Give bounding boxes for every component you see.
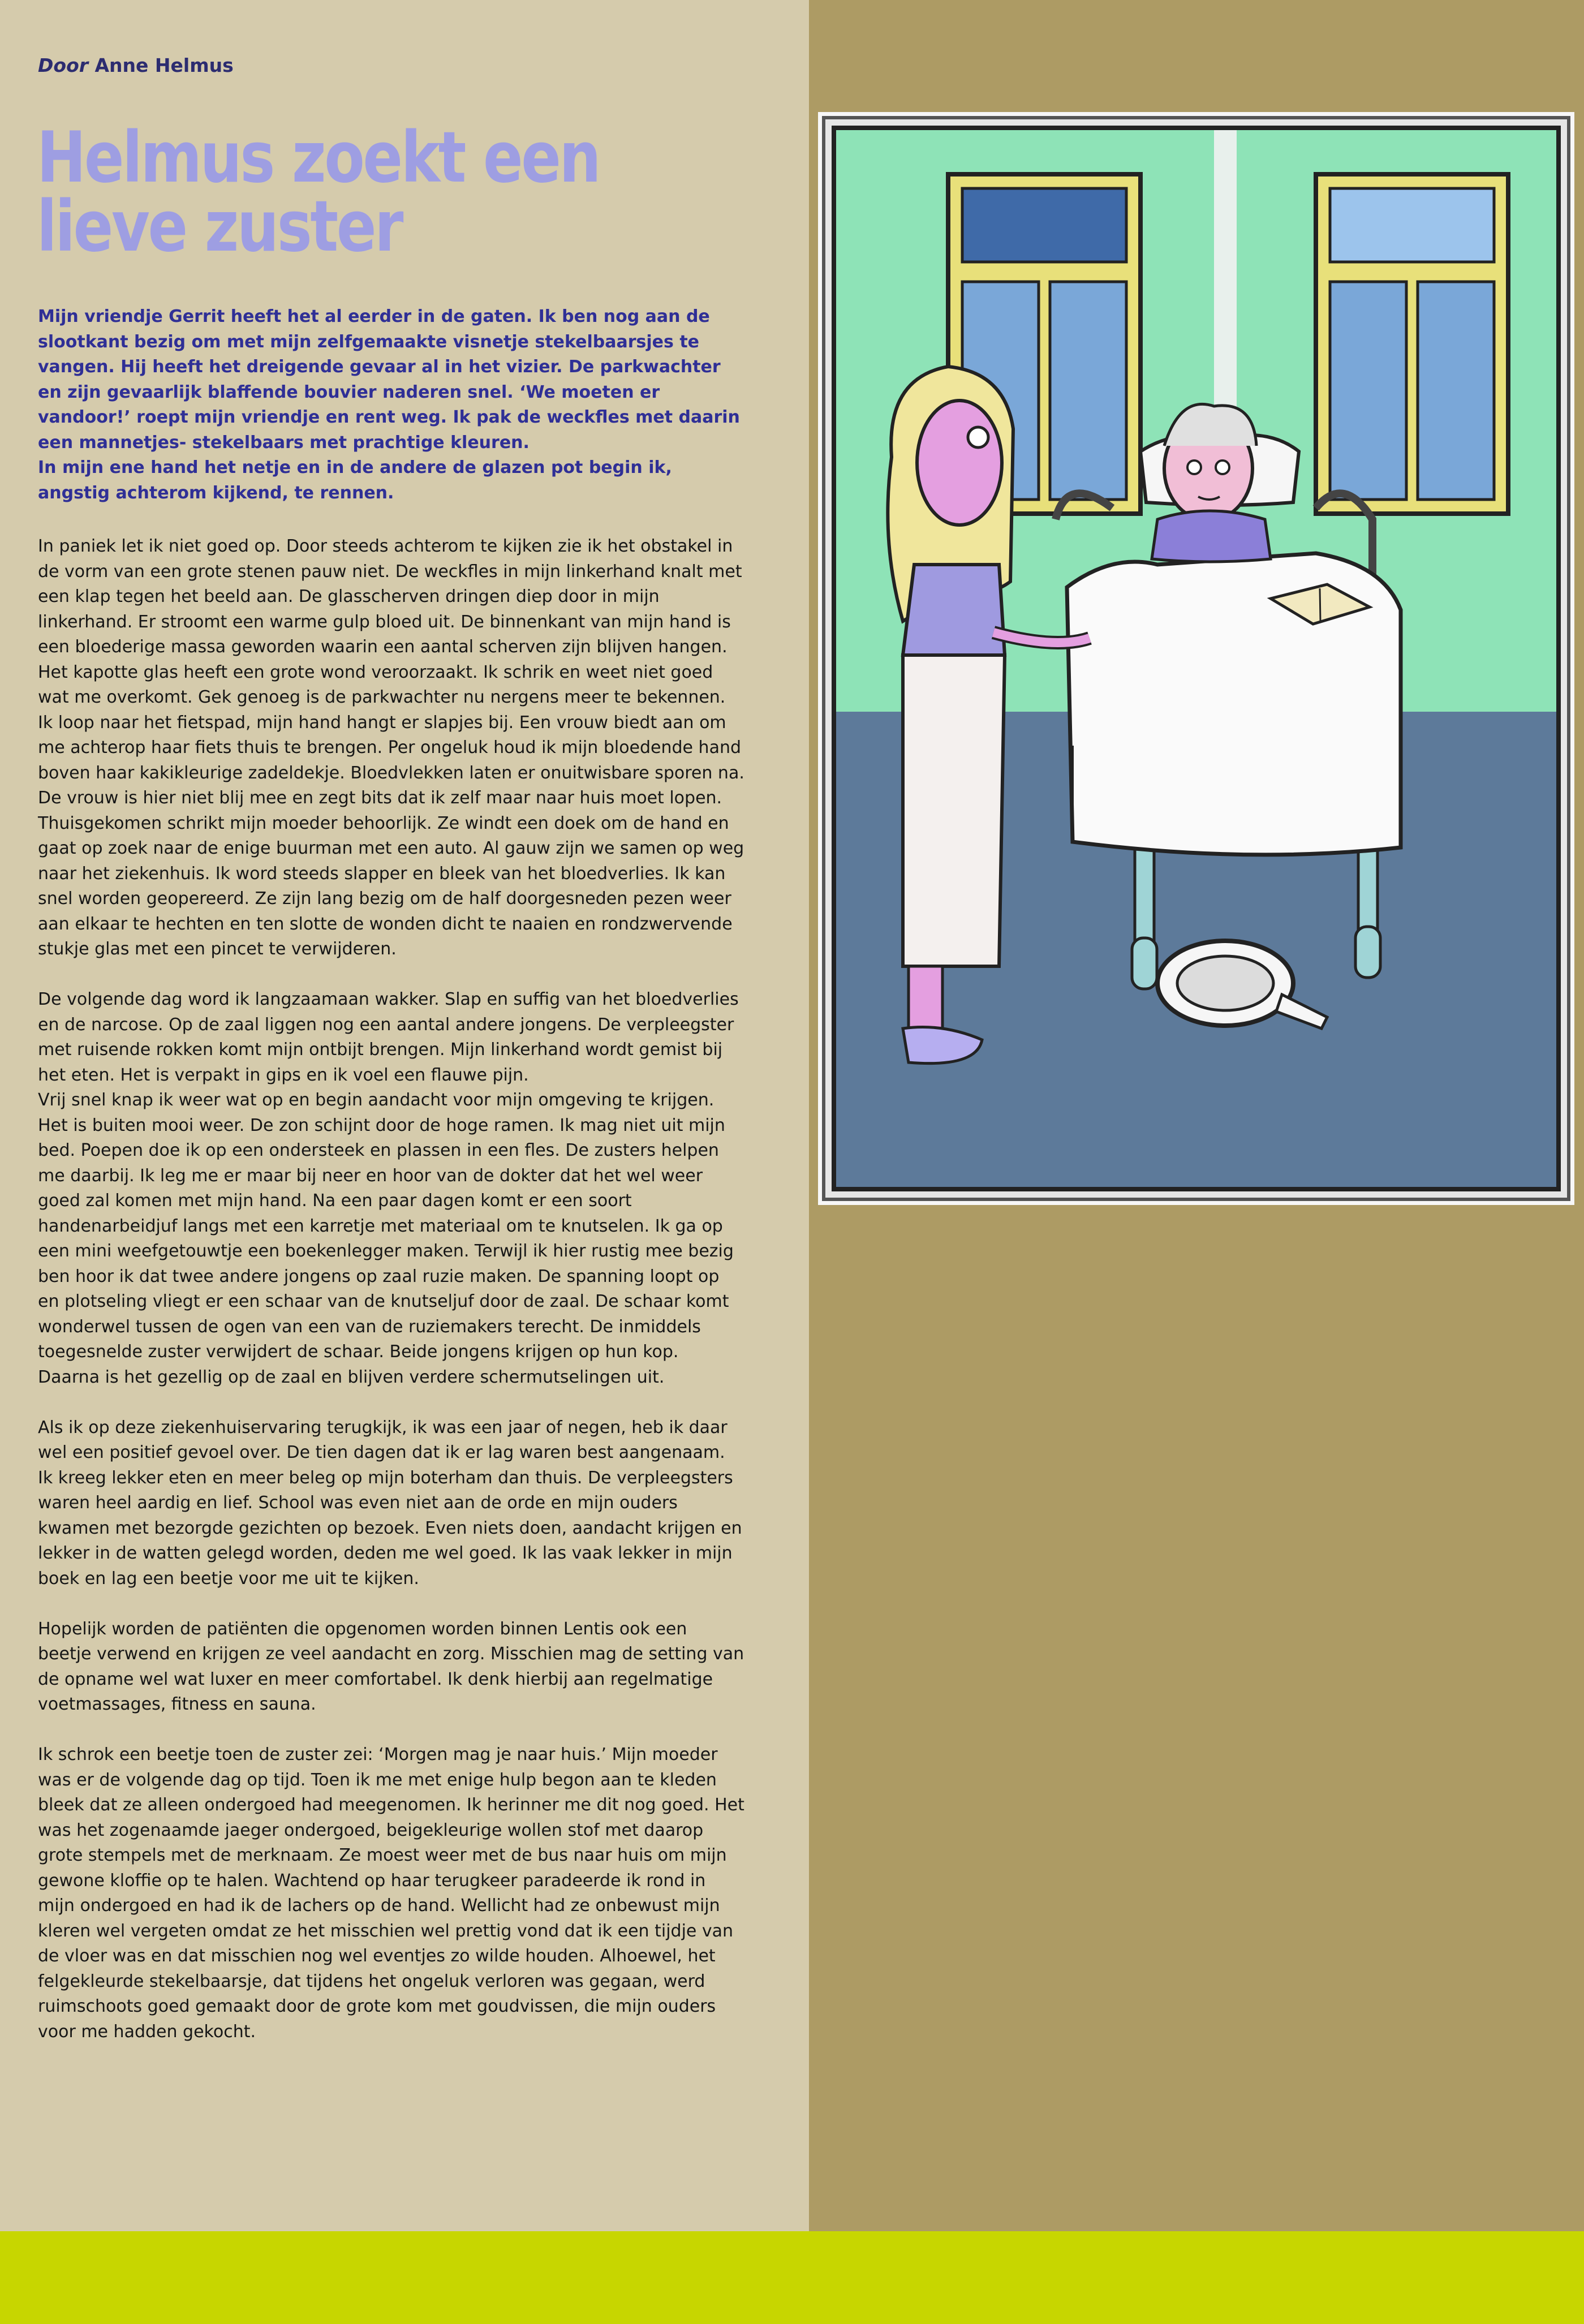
hospital-illustration xyxy=(818,112,1574,1205)
hospital-scene-drawing xyxy=(818,112,1574,1205)
body-paragraph: Als ik op deze ziekenhuiservaring terugkijk, ik was een jaar of negen, heb ik daar wel een positief gevoel over. De tien dagen dat ik er lag waren best aangenaam. Ik kreeg lekker eten en meer beleg op mijn boterham dan thuis. De verpleegsters waren heel aardig en lief. School was even niet aan de orde en mijn ouders kwamen met bezorgde gezichten op bezoek. Even niets doen, aandacht krijgen en lekker in de watten gelegd worden, deden me wel goed. Ik las vaak lekker in mijn boek en lag een beetje voor me uit te kijken. xyxy=(38,1417,742,1589)
body-paragraph: In paniek let ik niet goed op. Door steeds achterom te kijken zie ik het obstakel in de vorm van een grote stenen pauw niet. De weckfles in mijn linkerhand knalt met een klap tegen het beeld aan. De glasscherven dringen diep door in mijn linkerhand. Er stroomt een warme gulp bloed uit. De binnenkant van mijn hand is een bloederige massa geworden waarin een aantal scherven zijn blijven hangen. Het kapotte glas heeft een grote wond veroorzaakt. Ik schrik en weet niet goed wat me overkomt. Gek genoeg is de parkwachter nu nergens meer te bekennen. Ik loop naar het fietspad, mijn hand hangt er slapjes bij. Een vrouw biedt aan om me achterop haar fiets thuis te brengen. Per ongeluk houd ik mijn bloedende hand boven haar kakikleurige zadeldekje. Bloedvlekken laten er onuitwisbare sporen na. De vrouw is hier niet blij mee en zegt bits dat ik zelf maar naar huis moet lopen. Thuisgekomen schrikt mijn moeder behoorlijk. Ze windt een doek om de hand en gaat op zoek naar de enige buurman met een auto. Al gauw zijn we samen op weg naar het ziekenhuis. Ik word steeds slapper en bleek van het bloedverlies. Ik kan snel worden geopereerd. Ze zijn lang bezig om de half doorgesneden pezen weer aan elkaar te hechten en ten slotte de wonden dicht te naaien en rondzwervende stukje glas met een pincet te verwijderen. xyxy=(38,536,744,959)
intro-paragraph: In mijn ene hand het netje en in de andere de glazen pot begin ik, angstig achterom kijkend, te rennen. xyxy=(38,458,672,503)
body-paragraph: De volgende dag word ik langzaamaan wakker. Slap en suffig van het bloedverlies en de narcose. Op de zaal liggen nog een aantal andere jongens. De verpleegster met ruisende rokken komt mijn ontbijt brengen. Mijn linkerhand wordt gemist bij het eten. Het is verpakt in gips en ik voel een flauwe pijn. xyxy=(38,989,739,1085)
body-paragraph: Ik schrok een beetje toen de zuster zei: ‘Morgen mag je naar huis.’ Mijn moeder was er de volgende dag op tijd. Toen ik me met enige hulp begon aan te kleden bleek dat ze alleen ondergoed had meegenomen. Ik herinner me dit nog goed. Het was het zogenaamde jaeger ondergoed, beigekleurige wollen stof met daarop grote stempels met de merknaam. Ze moest weer met de bus naar huis om mijn gewone kloffie op te halen. Wachtend op haar terugkeer paradeerde ik rond in mijn ondergoed en had ik de lachers op de hand. Wellicht had ze onbewust mijn kleren wel vergeten omdat ze het misschien wel prettig vond dat ik een tijdje van de vloer was en dat misschien nog wel eventjes zo wilde houden. Alhoewel, het felgekleurde stekelbaarsje, dat tijdens het ongeluk verloren was gegaan, werd ruimschoots goed gemaakt door de grote kom met goudvissen, die mijn ouders voor me hadden gekocht. xyxy=(38,1745,744,2042)
article-body xyxy=(38,534,745,2070)
article-intro xyxy=(38,304,745,506)
body-paragraph: Vrij snel knap ik weer wat op en begin aandacht voor mijn omgeving te krijgen. Het is buiten mooi weer. De zon schijnt door de hoge ramen. Ik mag niet uit mijn bed. Poepen doe ik op een ondersteek en plassen in een fles. De zusters helpen me daarbij. Ik leg me er maar bij neer en hoor van de dokter dat het wel weer goed zal komen met mijn hand. Na een paar dagen komt er een soort handenarbeidjuf langs met een karretje met materiaal om te knutselen. Ik ga op een mini weefgetouwtje een boekenlegger maken. Terwijl ik hier rustig mee bezig ben hoor ik dat twee andere jongens op zaal ruzie maken. De spanning loopt op en plotseling vliegt er een schaar van de knutseljuf door de zaal. De schaar komt wonderwel tussen de ogen van een van de ruziemakers terecht. De inmiddels toegesnelde zuster verwijdert de schaar. Beide jongens krijgen op hun kop. Daarna is het gezellig op de zaal en blijven verdere schermutselingen uit. xyxy=(38,1090,734,1387)
byline-prefix: Door xyxy=(38,54,89,76)
byline xyxy=(38,54,234,76)
body-paragraph: Hopelijk worden de patiënten die opgenomen worden binnen Lentis ook een beetje verwend en krijgen ze veel aandacht en zorg. Misschien mag de setting van de opname wel wat luxer en meer comfortabel. Ik denk hierbij aan regelmatige voetmassages, fitness en sauna. xyxy=(38,1619,744,1714)
article-title: Helmus zoekt een lieve zuster xyxy=(37,117,600,268)
intro-paragraph: Mijn vriendje Gerrit heeft het al eerder in de gaten. Ik ben nog aan de slootkant bezig om met mijn zelfgemaakte visnetje stekelbaarsjes te vangen. Hij heeft het dreigende gevaar al in het vizier. De parkwachter en zijn gevaarlijk blaffende bouvier naderen snel. ‘We moeten er vandoor!’ roept mijn vriendje en rent weg. Ik pak de weckfles met daarin een mannetjes- stekelbaars met prachtige kleuren. xyxy=(38,307,740,453)
byline-author: Anne Helmus xyxy=(94,54,234,76)
right-window xyxy=(1316,174,1508,514)
footer-bar xyxy=(0,2231,1584,2324)
